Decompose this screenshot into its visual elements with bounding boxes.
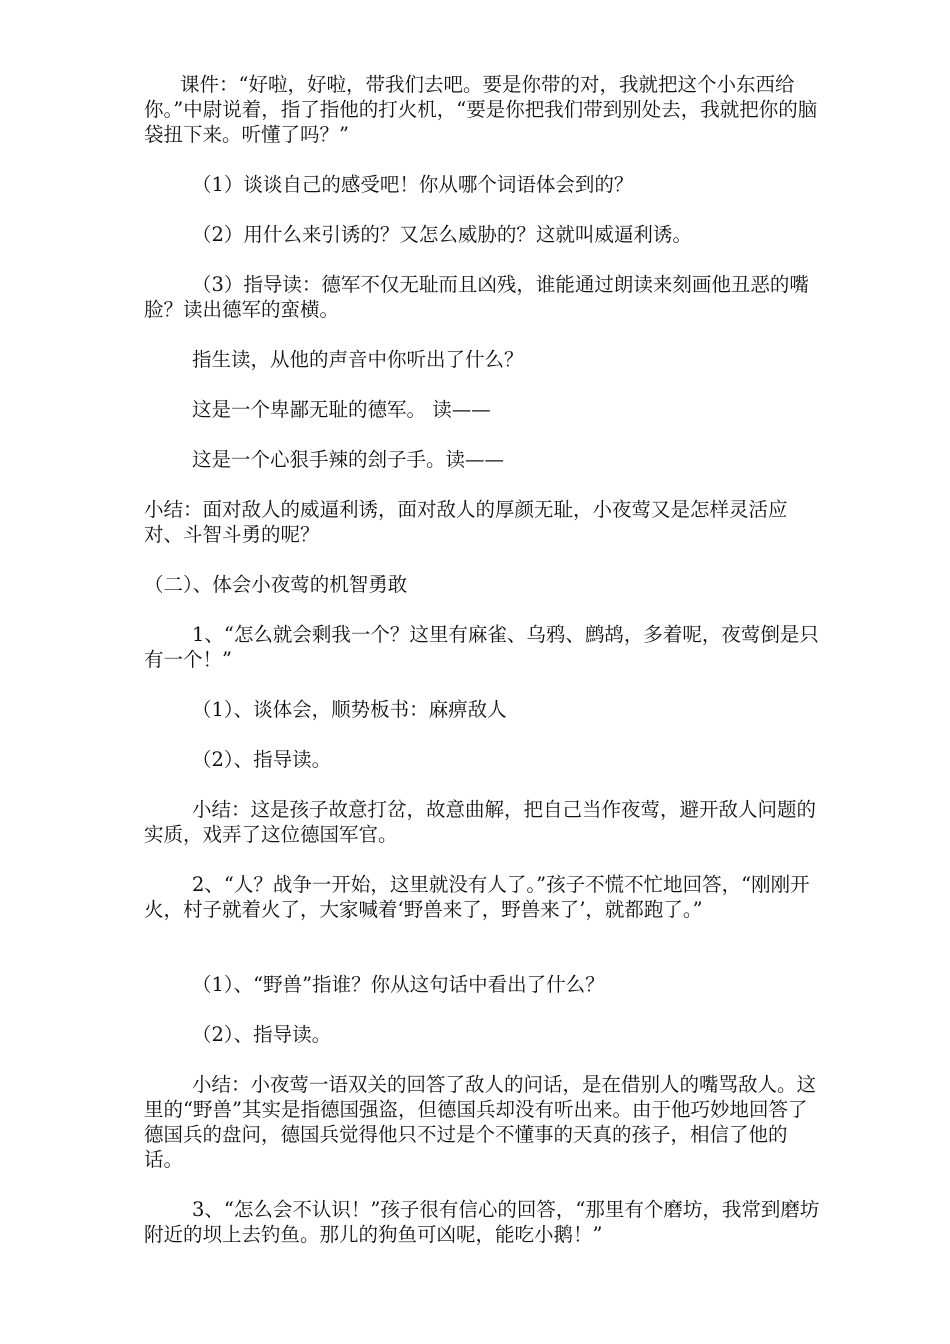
paragraph-question-2: （2）用什么来引诱的？又怎么威胁的？这就叫威逼利诱。 bbox=[192, 223, 692, 246]
paragraph-point-2-sub-2: （2）、指导读。 bbox=[192, 1023, 332, 1046]
paragraph-point-3: 3、“怎么会不认识！”孩子很有信心的回答，“那里有个磨坊，我常到磨坊附近的坝上去钓鱼。那儿的狗鱼可凶呢，能吃小鹅！” bbox=[144, 1198, 820, 1246]
paragraph-summary-2: 小结：这是孩子故意打岔，故意曲解，把自己当作夜莺，避开敌人问题的实质，戏弄了这位德国军官。 bbox=[144, 798, 817, 846]
paragraph-point-1-sub-1: （1）、谈体会，顺势板书：麻痹敌人 bbox=[192, 698, 507, 721]
paragraph-summary-1: 小结：面对敌人的威逼利诱，面对敌人的厚颜无耻，小夜莺又是怎样灵活应对、斗智斗勇的呢？ bbox=[144, 498, 788, 546]
section-heading-2: （二）、体会小夜莺的机智勇敢 bbox=[144, 573, 408, 596]
paragraph-guided-reading-3: （3）指导读：德军不仅无耻而且凶残，谁能通过朗读来刻画他丑恶的嘴脸？读出德军的蛮横。 bbox=[144, 273, 809, 321]
paragraph-summary-3: 小结：小夜莺一语双关的回答了敌人的问话，是在借别人的嘴骂敌人。这里的“野兽”其实是指德国强盗，但德国兵却没有听出来。由于他巧妙地回答了德国兵的盘问，德国兵觉得他只不过是个不懂事的天真的孩子，相信了他的话。 bbox=[144, 1073, 817, 1171]
paragraph-despicable-soldier: 这是一个卑鄙无耻的德军。 读—— bbox=[192, 398, 491, 421]
paragraph-student-reading: 指生读，从他的声音中你听出了什么？ bbox=[192, 348, 524, 371]
paragraph-executioner: 这是一个心狠手辣的刽子手。读—— bbox=[192, 448, 505, 471]
paragraph-courseware-quote: 课件：“好啦，好啦，带我们去吧。要是你带的对，我就把这个小东西给你。”中尉说着，指了指他的打火机，“要是你把我们带到别处去，我就把你的脑袋扭下来。听懂了吗？” bbox=[144, 73, 818, 146]
paragraph-point-2-sub-1: （1）、“野兽”指谁？你从这句话中看出了什么？ bbox=[192, 973, 605, 996]
paragraph-point-1-sub-2: （2）、指导读。 bbox=[192, 748, 332, 771]
paragraph-point-1: 1、“怎么就会剩我一个？这里有麻雀、乌鸦、鹧鸪，多着呢，夜莺倒是只有一个！” bbox=[144, 623, 819, 671]
paragraph-point-2: 2、“人？战争一开始，这里就没有人了。”孩子不慌不忙地回答，“刚刚开火，村子就着火了，大家喊着‘野兽来了，野兽来了’，就都跑了。” bbox=[144, 873, 810, 921]
paragraph-question-1: （1）谈谈自己的感受吧！你从哪个词语体会到的？ bbox=[192, 173, 634, 196]
